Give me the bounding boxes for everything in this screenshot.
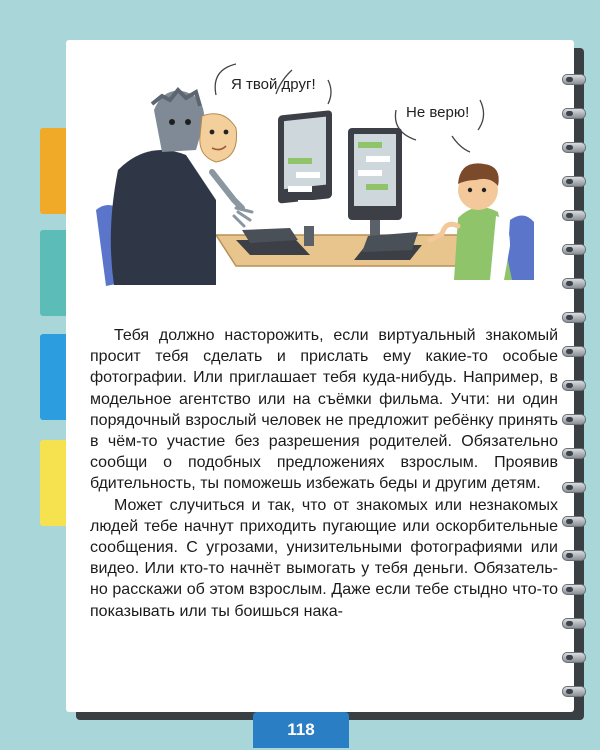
- speech-text-boy: Не верю!: [406, 104, 470, 121]
- speech-text-stranger: Я твой друг!: [231, 76, 316, 93]
- book-page: [66, 40, 574, 712]
- body-text: [90, 325, 558, 622]
- section-tab-blue[interactable]: [40, 334, 68, 420]
- paragraph-2: Может случиться и так, что от знакомых или незнакомых людей тебе начнут приходить пугающие или оскорбительные сообщения. С угрозами, унизительными фотографиями или видео. Или кто-то начнёт вымогать у тебя деньги. Обязательно расскажи об этом взрослым. Даже если тебе стыдно что-то показывать или ты боишься нака-: [90, 496, 558, 620]
- illustration: [66, 40, 574, 320]
- section-tab-teal[interactable]: [40, 230, 68, 316]
- chair-right: [506, 215, 534, 280]
- section-tab-orange[interactable]: [40, 128, 68, 214]
- section-tab-yellow[interactable]: [40, 440, 68, 526]
- paragraph-1: Тебя должно насторожить, если виртуальный знакомый просит тебя сделать и прислать ему какие-то особые фотографии. Или приглашает тебя куда-нибудь. Например, в модельное агентство или на съёмки фильма. Учти: ни один порядочный взрослый человек не предложит ребёнку принять в чём-то участие без разрешения родителей. Обязательно сообщи о подобных предложениях взрослым. Проявив бдительность, ты поможешь избежать беды и другим детям.: [90, 327, 558, 493]
- page-number: 118: [253, 712, 349, 748]
